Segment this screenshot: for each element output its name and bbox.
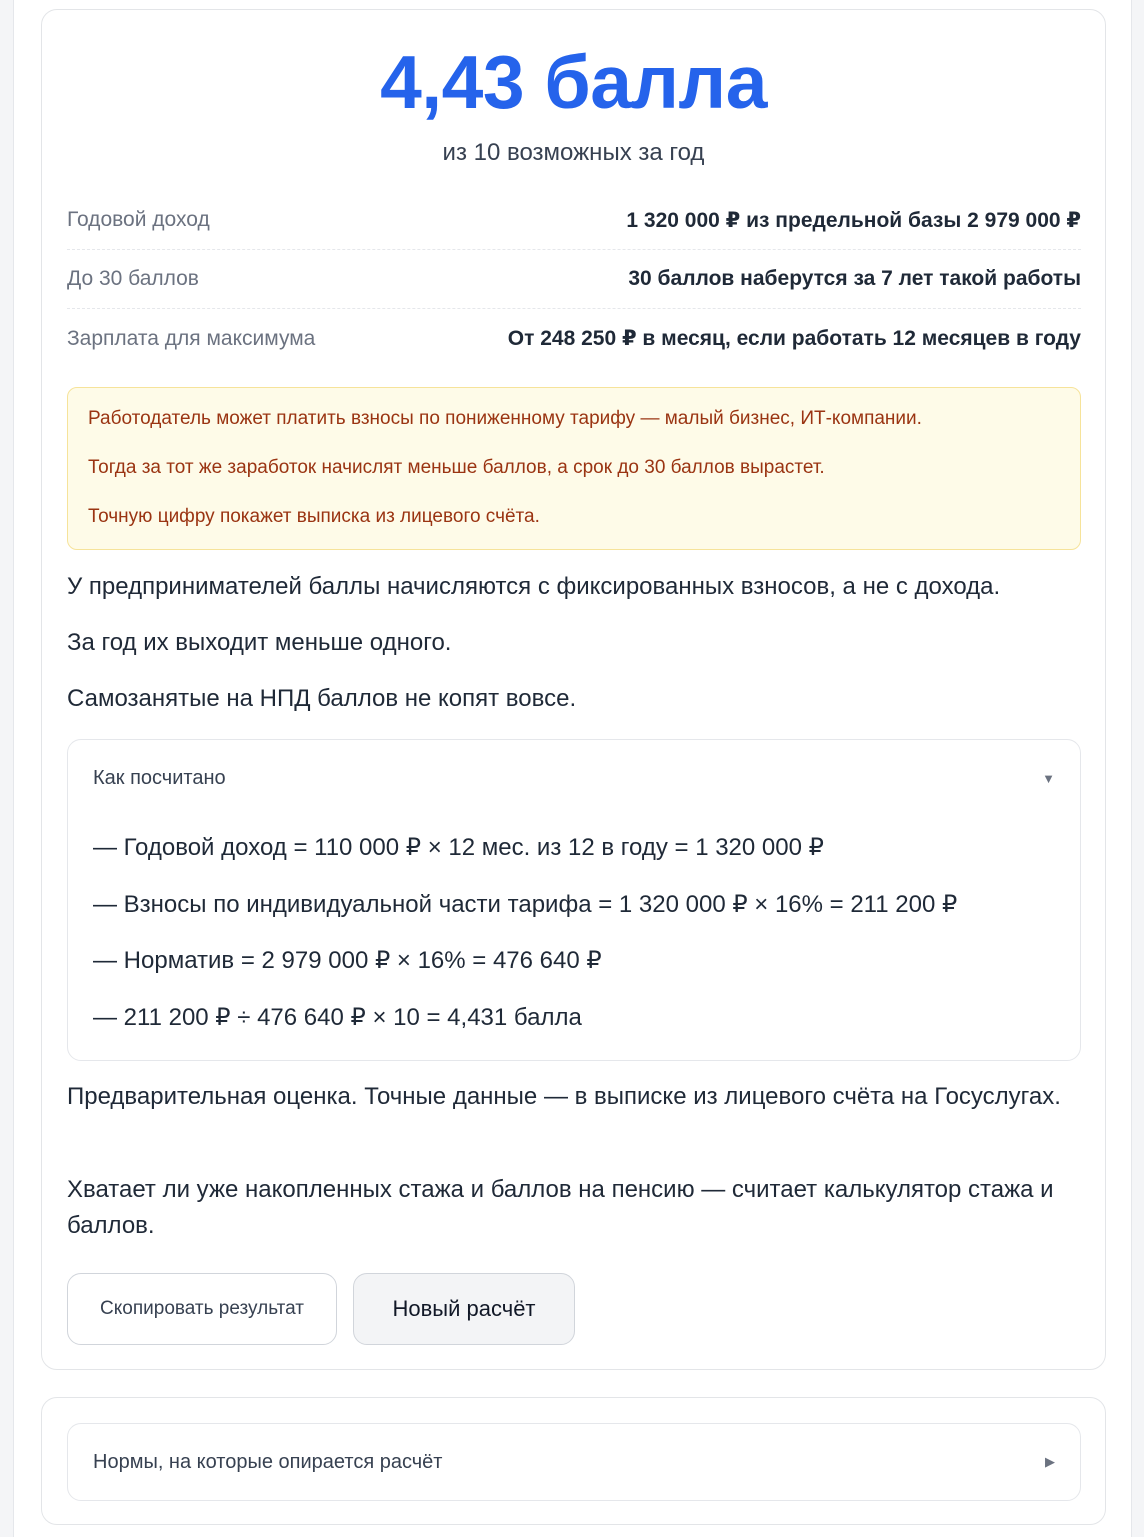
stat-value: 30 баллов наберутся за 7 лет такой работы xyxy=(628,267,1081,290)
notice-line: Работодатель может платить взносы по пониженному тарифу — малый бизнес, ИТ-компании. xyxy=(88,408,922,429)
chevron-right-icon: ▶ xyxy=(1045,1454,1055,1469)
norms-toggle[interactable] xyxy=(67,1423,1081,1501)
chevron-down-icon: ▼ xyxy=(1042,770,1055,786)
calc-line: — Годовой доход = 110 000 ₽ × 12 мес. из 12 в году = 1 320 000 ₽ xyxy=(93,834,824,861)
norms-card xyxy=(41,1397,1106,1525)
entrepreneur-paragraph: У предпринимателей баллы начисляются с фиксированных взносов, а не с дохода. xyxy=(67,573,1001,600)
self-employed-paragraph: Самозанятые на НПД баллов не копят вовсе. xyxy=(67,685,577,712)
calculator-note: Хватает ли уже накопленных стажа и баллов на пенсию — считает калькулятор стажа и баллов. xyxy=(67,1176,1054,1239)
calculation-details-title: Как посчитано xyxy=(93,766,226,789)
reduced-tariff-notice xyxy=(67,387,1081,550)
stat-label: До 30 баллов xyxy=(67,267,199,290)
calculation-details xyxy=(67,739,1081,1061)
stat-label: Зарплата для максимума xyxy=(67,326,316,350)
score-value: 4,43 балла xyxy=(380,40,767,124)
stat-row-to-30-points xyxy=(67,250,1081,309)
calculation-details-toggle[interactable] xyxy=(93,763,1055,793)
page xyxy=(13,0,1132,1537)
calc-line: — Взносы по индивидуальной части тарифа = 1 320 000 ₽ × 16% = 211 200 ₽ xyxy=(93,890,958,918)
stat-row-max-salary xyxy=(67,309,1081,368)
less-than-one-paragraph: За год их выходит меньше одного. xyxy=(67,629,452,656)
calculation-lines xyxy=(93,833,957,1059)
calc-line: — Норматив = 2 979 000 ₽ × 16% = 476 640 ₽ xyxy=(93,947,602,974)
stat-value: 1 320 000 ₽ из предельной базы 2 979 000 ₽ xyxy=(626,208,1081,232)
copy-result-button[interactable]: Скопировать результат xyxy=(67,1273,337,1345)
notice-line: Тогда за тот же заработок начислят меньше баллов, а срок до 30 баллов вырастет. xyxy=(88,457,825,478)
calc-line: — 211 200 ₽ ÷ 476 640 ₽ × 10 = 4,431 балла xyxy=(93,1003,582,1031)
score-subtitle: из 10 возможных за год xyxy=(442,139,705,166)
notice-line: Точную цифру покажет выписка из лицевого счёта. xyxy=(88,506,540,527)
norms-title: Нормы, на которые опирается расчёт xyxy=(93,1450,443,1473)
stat-value: От 248 250 ₽ в месяц, если работать 12 месяцев в году xyxy=(507,327,1081,350)
stats-list xyxy=(67,191,1081,368)
stat-label: Годовой доход xyxy=(67,208,210,231)
result-card xyxy=(41,9,1106,1370)
preliminary-estimate-note: Предварительная оценка. Точные данные — в выписке из лицевого счёта на Госуслугах. xyxy=(67,1083,1061,1110)
stat-row-annual-income xyxy=(67,191,1081,250)
new-calculation-button[interactable]: Новый расчёт xyxy=(353,1273,575,1345)
